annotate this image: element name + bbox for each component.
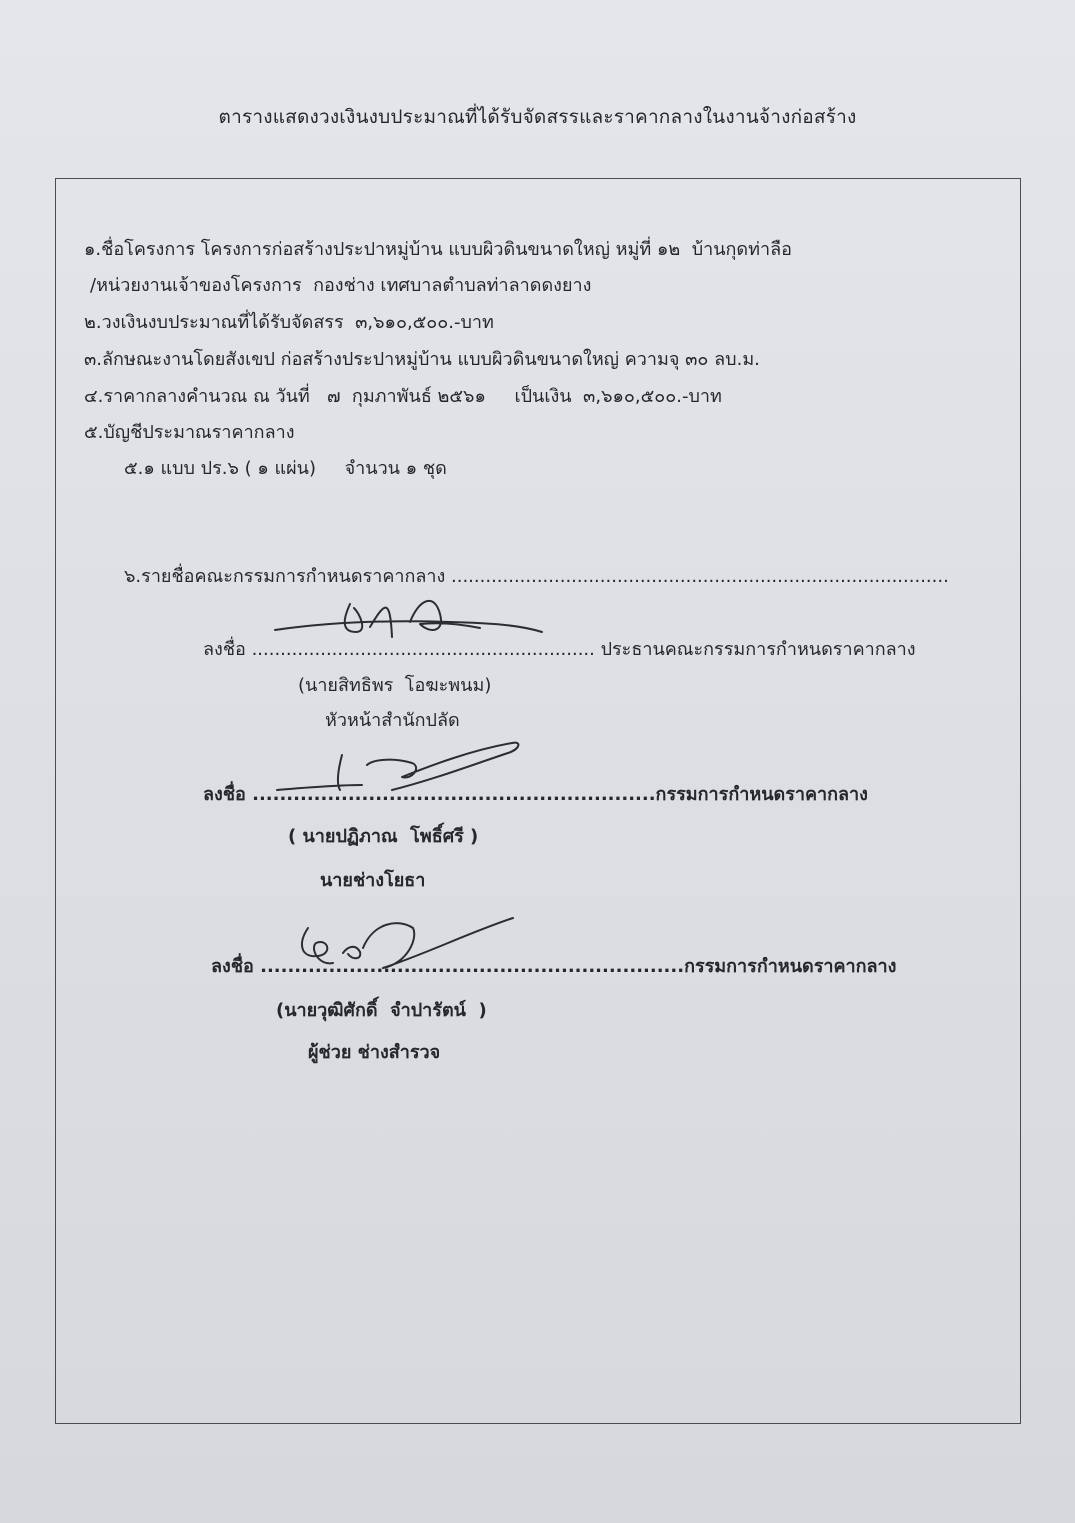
signature-1-sign-line: ลงชื่อ ............................................................ ประธานคณะกรรมการกำหนดราคากลาง — [203, 639, 916, 660]
price-estimate-heading: ๕.บัญชีประมาณราคากลาง — [84, 422, 295, 443]
signature-3-sign-line: ลงชื่อ ..............................................................กรรมการกำหนดราคากลาง — [211, 956, 897, 977]
signature-2-sign-line: ลงชื่อ ...........................................................กรรมการกำหนดราคากลาง — [203, 784, 868, 805]
median-price-line: ๔.ราคากลางคำนวณ ณ วันที่ ๗ กุมภาพันธ์ ๒๕๖๑ เป็นเงิน ๓,๖๑๐,๕๐๐.-บาท — [84, 386, 722, 407]
signature-2-name: ( นายปฏิภาณ โพธิ์ศรี ) — [288, 826, 479, 847]
committee-heading: ๖.รายชื่อคณะกรรมการกำหนดราคากลาง ....................................................................................... — [124, 566, 949, 587]
project-owner-line: /หน่วยงานเจ้าของโครงการ กองช่าง เทศบาลตำบลท่าลาดดงยาง — [90, 275, 592, 296]
signature-1-position: หัวหน้าสำนักปลัด — [325, 710, 460, 731]
signature-3-position: ผู้ช่วย ช่างสำรวจ — [308, 1042, 441, 1063]
signature-1-name: (นายสิทธิพร โอฆะพนม) — [298, 675, 492, 696]
project-name-line: ๑.ชื่อโครงการ โครงการก่อสร้างประปาหมู่บ้าน แบบผิวดินขนาดใหญ่ หมู่ที่ ๑๒ บ้านกุดท่าลือ — [84, 239, 792, 260]
signature-3-name: (นายวุฒิศักดิ์ จำปารัตน์ ) — [276, 1000, 487, 1021]
work-description-line: ๓.ลักษณะงานโดยสังเขป ก่อสร้างประปาหมู่บ้าน แบบผิวดินขนาดใหญ่ ความจุ ๓๐ ลบ.ม. — [84, 349, 760, 370]
signature-2-position: นายช่างโยธา — [320, 870, 426, 891]
budget-line: ๒.วงเงินงบประมาณที่ได้รับจัดสรร ๓,๖๑๐,๕๐๐.-บาท — [84, 312, 494, 333]
form-pr6-line: ๕.๑ แบบ ปร.๖ ( ๑ แผ่น) จำนวน ๑ ชุด — [124, 458, 447, 479]
document-title: ตารางแสดงวงเงินงบประมาณที่ได้รับจัดสรรและราคากลางในงานจ้างก่อสร้าง — [218, 106, 857, 128]
